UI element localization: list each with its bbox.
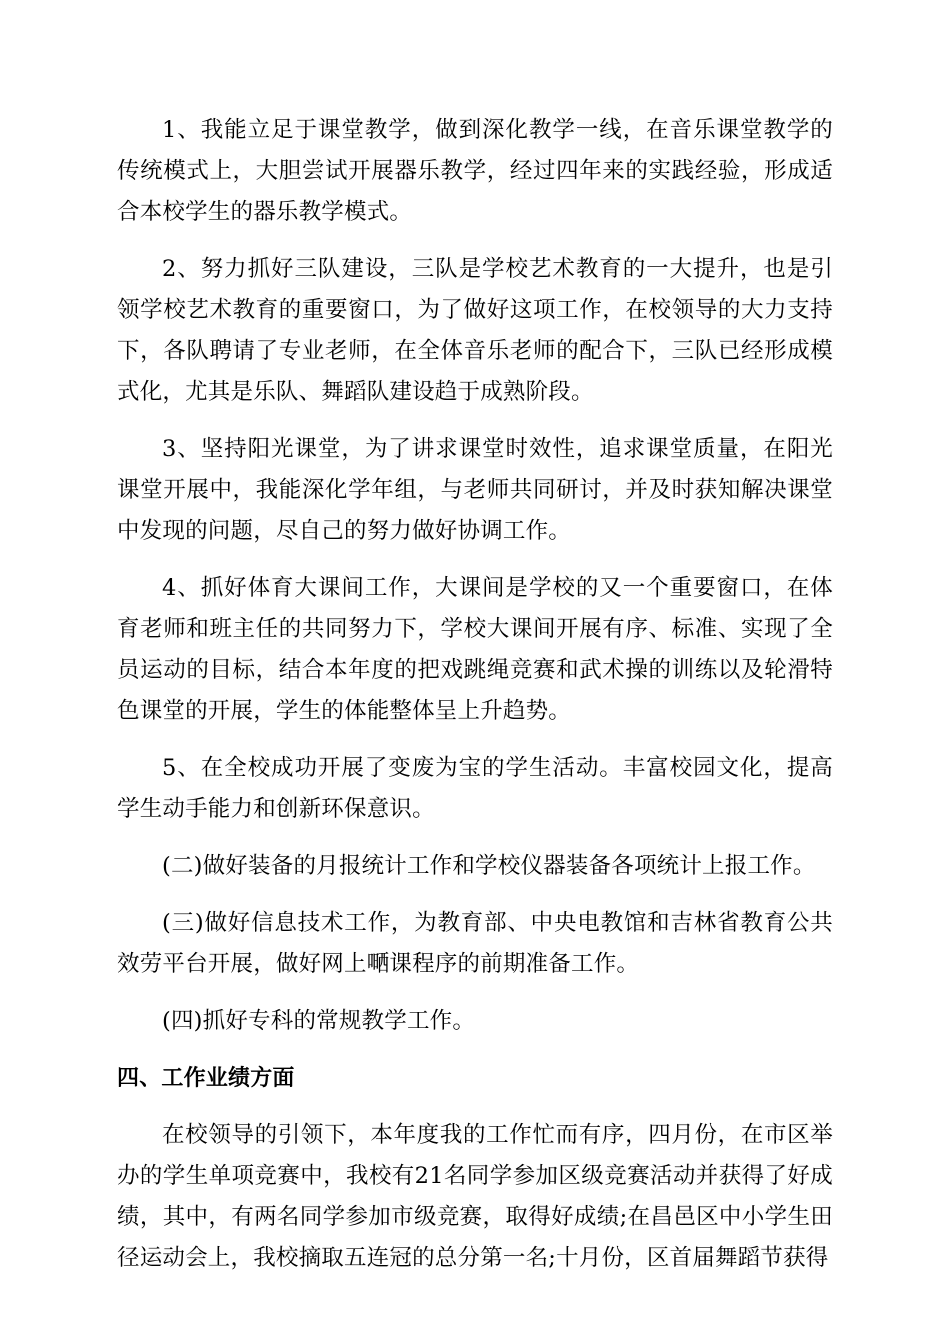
paragraph-final: 在校领导的引领下，本年度我的工作忙而有序，四月份，在市区举办的学生单项竞赛中，我校有21名同学参加区级竞赛活动并获得了好成绩，其中，有两名同学参加市级竞赛，取得好成绩;在昌邑区中小学生田径运动会上，我校摘取五连冠的总分第一名;十月份，区首届舞蹈节获得 [117, 1122, 833, 1271]
document-body [117, 110, 833, 1295]
paragraph-2: 2、努力抓好三队建设，三队是学校艺术教育的一大提升，也是引领学校艺术教育的重要窗口，为了做好这项工作，在校领导的大力支持下，各队聘请了专业老师，在全体音乐老师的配合下，三队已经形成模式化，尤其是乐队、舞蹈队建设趋于成熟阶段。 [117, 256, 833, 405]
paragraph-8: (四)抓好专科的常规教学工作。 [162, 1008, 476, 1034]
paragraph-6: (二)做好装备的月报统计工作和学校仪器装备各项统计上报工作。 [162, 853, 816, 879]
paragraph-1: 1、我能立足于课堂教学，做到深化教学一线，在音乐课堂教学的传统模式上，大胆尝试开展器乐教学，经过四年来的实践经验，形成适合本校学生的器乐教学模式。 [117, 117, 833, 225]
section-heading: 四、工作业绩方面 [117, 1066, 295, 1091]
paragraph-5: 5、在全校成功开展了变废为宝的学生活动。丰富校园文化，提高学生动手能力和创新环保意识。 [117, 755, 833, 822]
paragraph-7: (三)做好信息技术工作，为教育部、中央电教馆和吉林省教育公共效劳平台开展，做好网上嗮课程序的前期准备工作。 [117, 910, 833, 977]
paragraph-3: 3、坚持阳光课堂，为了讲求课堂时效性，追求课堂质量，在阳光课堂开展中，我能深化学年组，与老师共同研讨，并及时获知解决课堂中发现的问题，尽自己的努力做好协调工作。 [117, 436, 833, 544]
paragraph-4: 4、抓好体育大课间工作，大课间是学校的又一个重要窗口，在体育老师和班主任的共同努力下，学校大课间开展有序、标准、实现了全员运动的目标，结合本年度的把戏跳绳竞赛和武术操的训练以及轮滑特色课堂的开展，学生的体能整体呈上升趋势。 [117, 575, 833, 724]
